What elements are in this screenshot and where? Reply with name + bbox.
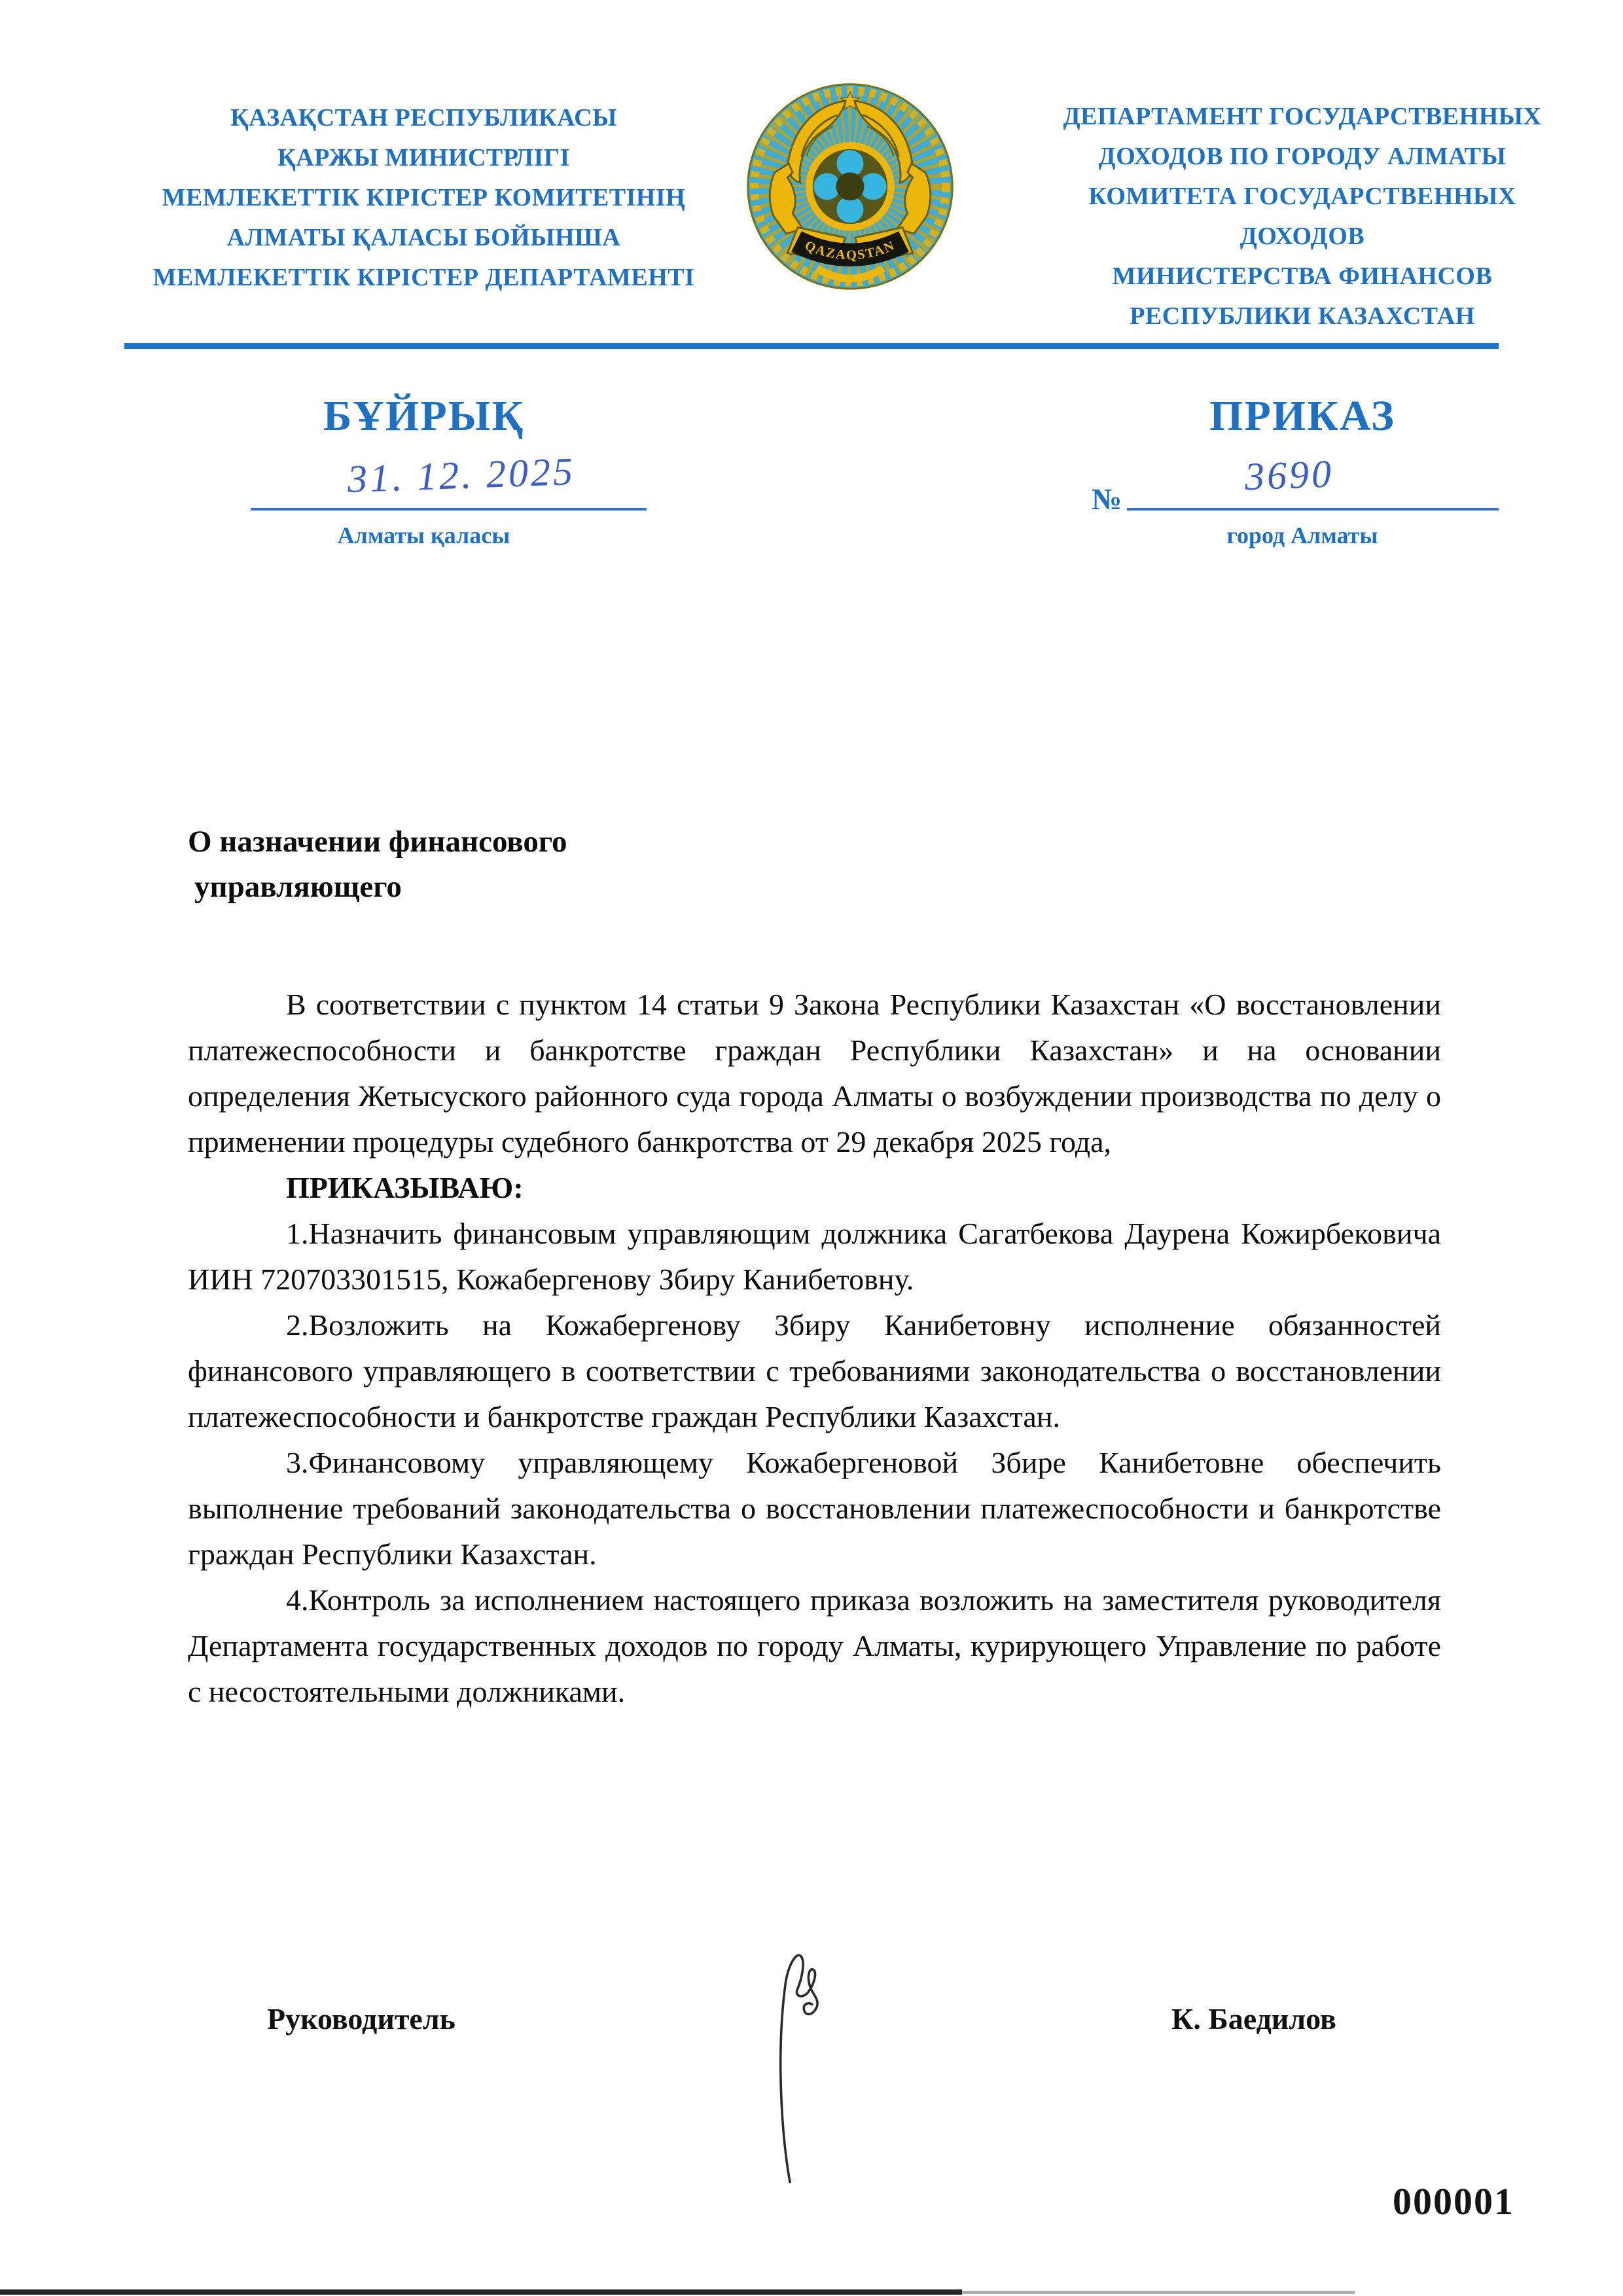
intro-paragraph: В соответствии с пунктом 14 статьи 9 Закона Республики Казахстан «О восстановлении платежеспособности и банкротстве граждан Республики Казахстан» и на основании определения Жетысуского районного суда города Алматы о возбуждении производства по делу о применении процедуры судебного банкротства от 29 декабря 2025 года,	[188, 988, 1441, 1158]
subject-line-1: О назначении финансового	[188, 825, 567, 859]
letterhead-ru-line: МИНИСТЕРСТВА ФИНАНСОВ	[1112, 262, 1493, 290]
order-body	[188, 982, 1441, 1715]
page-number-stamp: 000001	[1393, 2180, 1514, 2223]
header-divider-line	[124, 343, 1499, 349]
order-item-2: 2.Возложить на Кожабергенову Збиру Канибетовну исполнение обязанностей финансового управляющего в соответствии с требованиями законодательства о восстановлении платежеспособности и банкротстве граждан Республики Казахстан.	[188, 1308, 1441, 1433]
handwritten-signature	[746, 1945, 883, 2187]
letterhead-ru-line: ДОХОДОВ ПО ГОРОДУ АЛМАТЫ	[1098, 143, 1507, 170]
order-title-russian: ПРИКАЗ	[1209, 392, 1395, 440]
order-subject	[188, 819, 908, 910]
kazakhstan-coat-of-arms-emblem	[741, 73, 959, 297]
letterhead-kk-line: ҚАЗАҚСТАН РЕСПУБЛИКАСЫ	[230, 104, 617, 132]
letterhead-kk-line: АЛМАТЫ ҚАЛАСЫ БОЙЫНША	[226, 224, 621, 251]
handwritten-order-number: 3690	[1243, 452, 1335, 499]
letterhead-kk-line: ҚАРЖЫ МИНИСТРЛІГІ	[277, 144, 570, 171]
subject-line-2: управляющего	[194, 870, 402, 904]
letterhead-kk-line: МЕМЛЕКЕТТІК КІРІСТЕР КОМИТЕТІНІҢ	[162, 184, 686, 211]
letterhead-ru-line: ДЕПАРТАМЕНТ ГОСУДАРСТВЕННЫХ	[1063, 103, 1542, 130]
letterhead-russian	[1044, 97, 1561, 336]
place-label-kazakh: Алматы қаласы	[337, 522, 510, 548]
scan-edge-artifact-faded	[962, 2291, 1355, 2294]
handwritten-date: 31. 12. 2025	[346, 449, 577, 501]
date-underline	[251, 508, 647, 511]
order-title-kazakh: БҰЙРЫҚ	[323, 392, 525, 440]
emblem-banner-label: QAZAQSTAN	[802, 238, 898, 263]
letterhead-ru-line: КОМИТЕТА ГОСУДАРСТВЕННЫХ ДОХОДОВ	[1088, 183, 1516, 250]
signer-position: Руководитель	[267, 2002, 455, 2036]
letterhead-kazakh	[147, 98, 700, 298]
scan-edge-artifact	[0, 2289, 962, 2295]
number-underline	[1127, 508, 1499, 511]
order-item-1: 1.Назначить финансовым управляющим должника Сагатбекова Даурена Кожирбековича ИИН 720703301515, Кожабергенову Збиру Канибетовну.	[188, 1217, 1441, 1296]
resolution-word: ПРИКАЗЫВАЮ:	[286, 1171, 524, 1204]
order-item-4: 4.Контроль за исполнением настоящего приказа возложить на заместителя руководителя Департамента государственных доходов по городу Алматы, курирующего Управление по работе с несостоятельными должниками.	[188, 1583, 1441, 1708]
number-sign: №	[1092, 482, 1122, 516]
order-item-3: 3.Финансовому управляющему Кожабергеновой Збире Канибетовне обеспечить выполнение требований законодательства о восстановлении платежеспособности и банкротстве граждан Республики Казахстан.	[188, 1446, 1441, 1571]
letterhead-kk-line: МЕМЛЕКЕТТІК КІРІСТЕР ДЕПАРТАМЕНТІ	[152, 264, 695, 291]
place-label-russian: город Алматы	[1226, 522, 1378, 548]
signer-name: К. Баедилов	[1171, 2002, 1336, 2036]
letterhead-ru-line: РЕСПУБЛИКИ КАЗАХСТАН	[1130, 302, 1475, 330]
